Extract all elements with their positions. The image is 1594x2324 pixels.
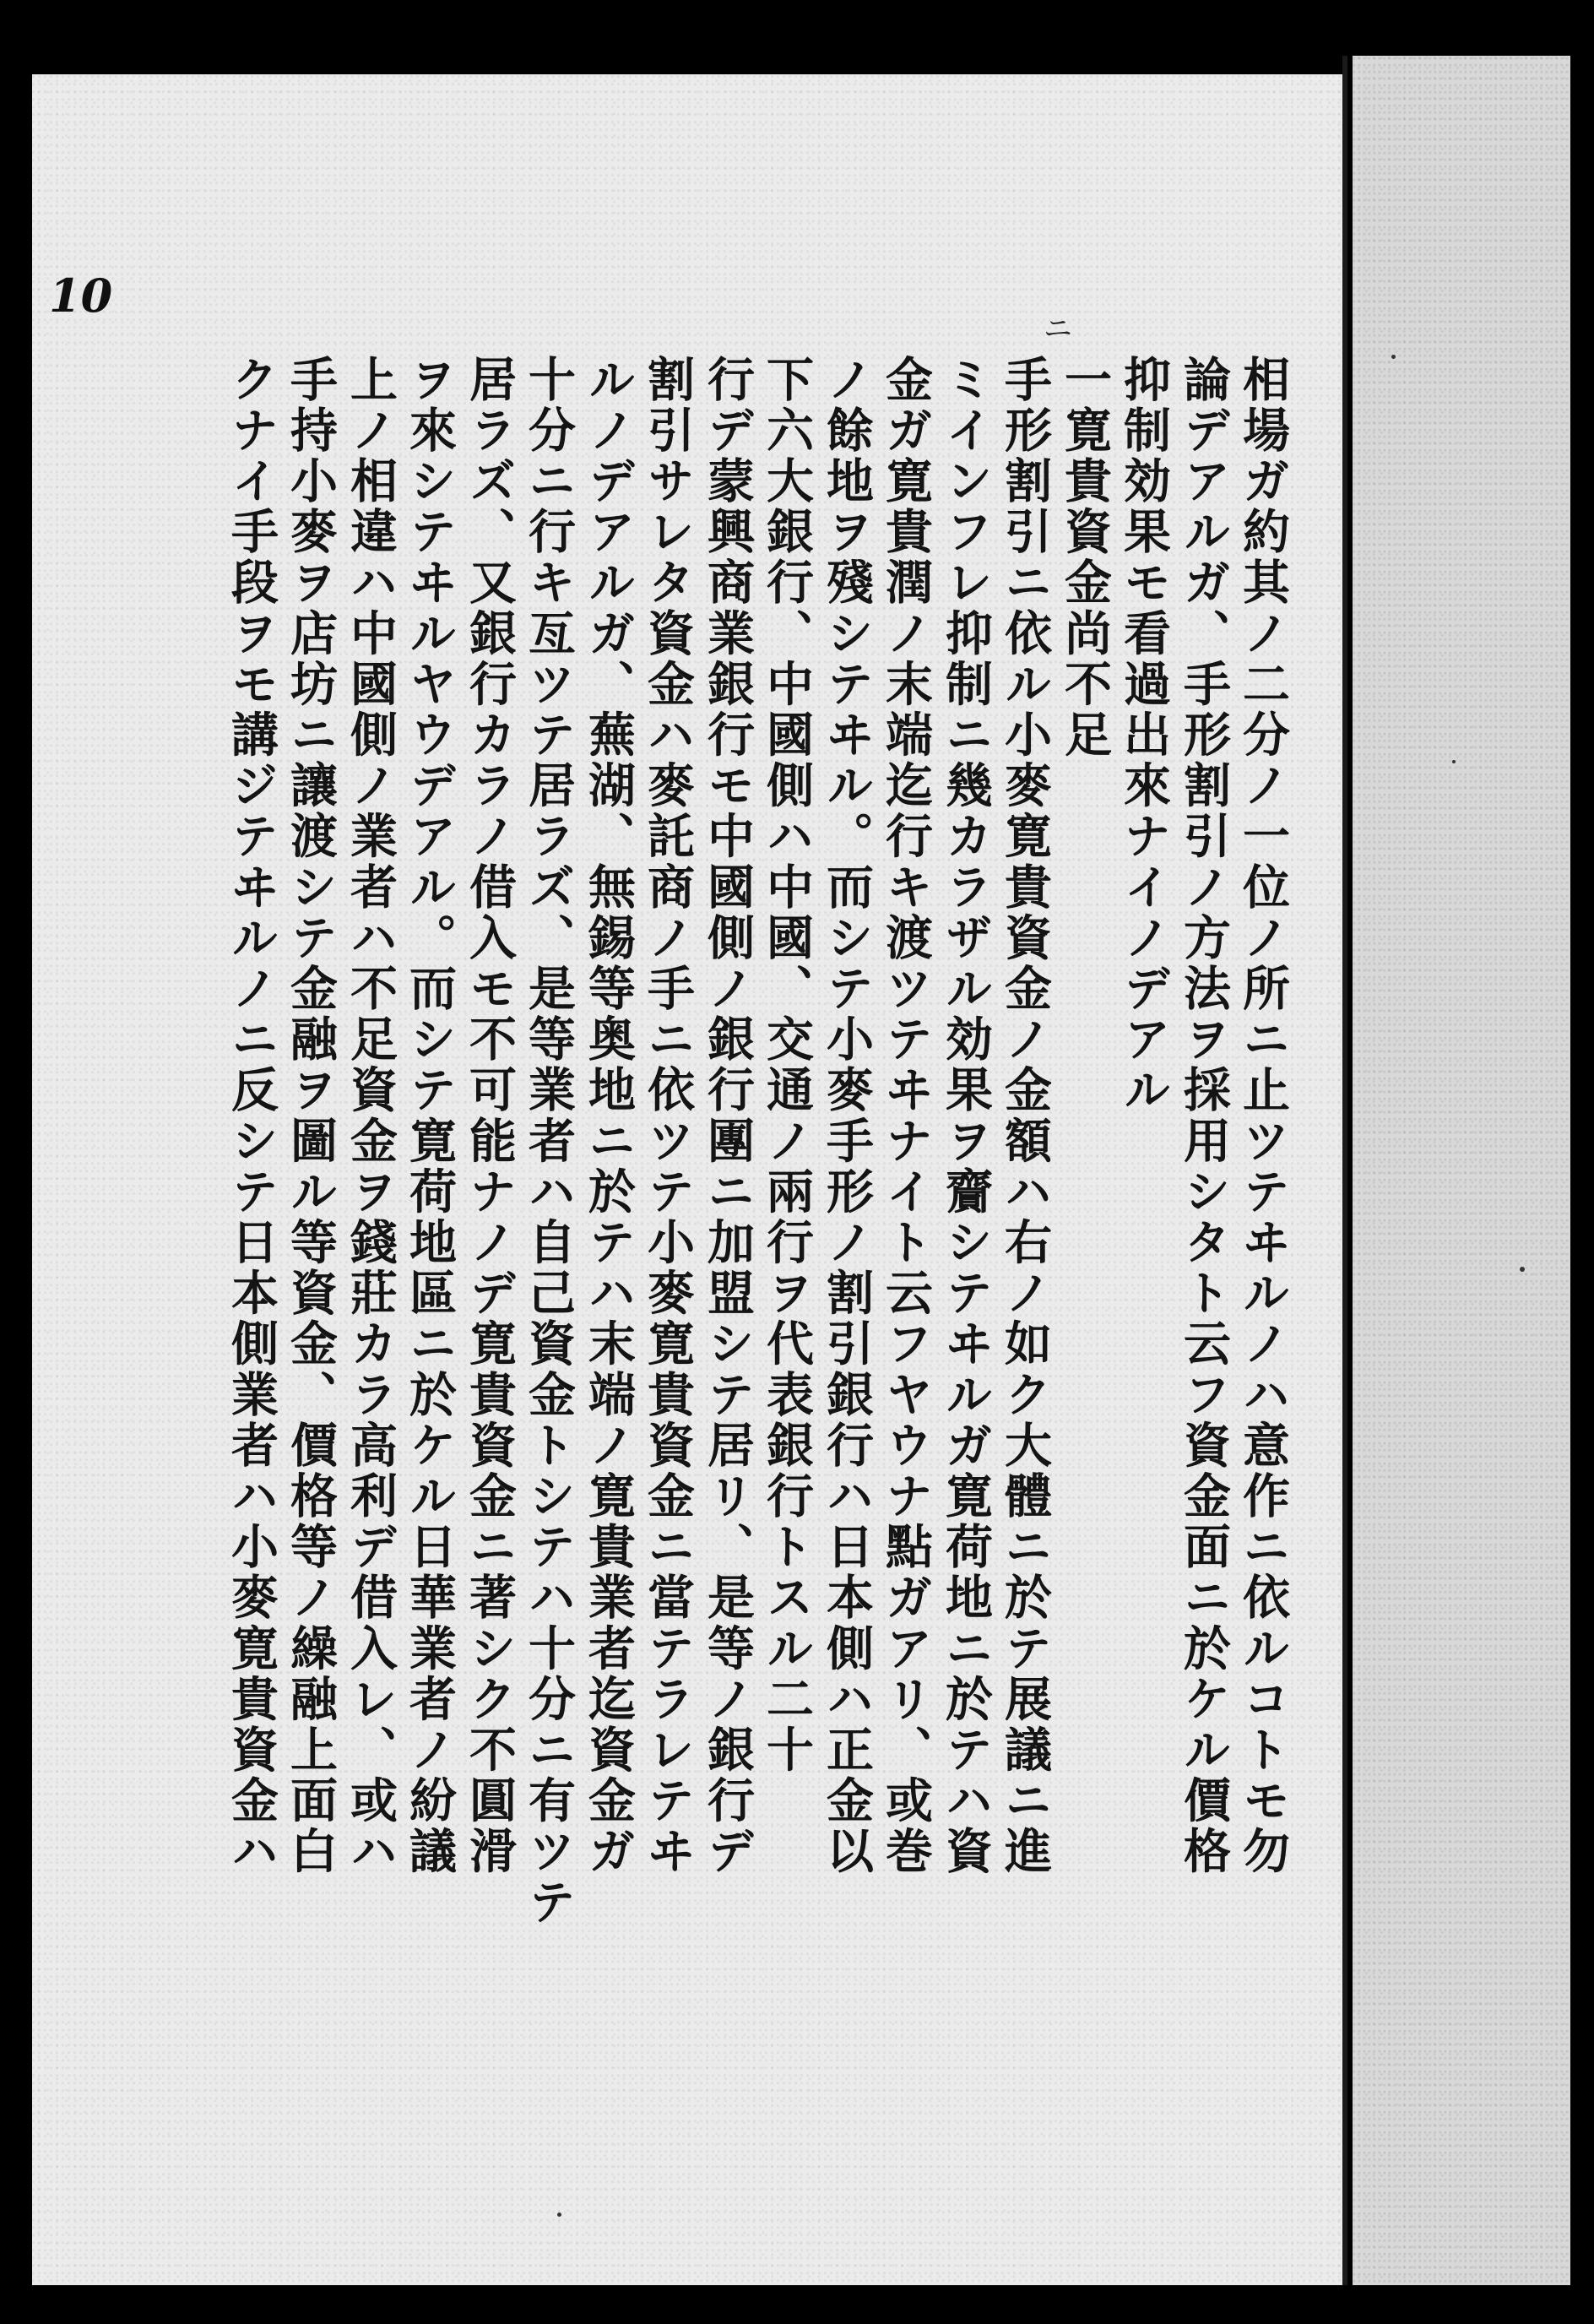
- text-column: ヲ來シテヰルヤウデアル。而シテ寛荷地區ニ於ケル日華業者ノ紛議: [402, 355, 458, 1877]
- scan-speck: [1452, 760, 1456, 763]
- adjacent-page-fragment: [1353, 56, 1570, 2285]
- page-number: 10: [49, 269, 113, 323]
- page-edge: [1342, 56, 1347, 2285]
- scan-speck: [1391, 355, 1396, 359]
- text-column: ノ餘地ヲ殘シテヰル。而シテ小麥手形ノ割引銀行ハ日本側ハ正金以: [819, 355, 875, 1877]
- text-column: クナイ手段ヲモ講ジテヰルノニ反シテ日本側業者ハ小麥寛貴資金ハ: [224, 355, 279, 1877]
- text-column: 抑制効果モ看過出來ナイノデアル: [1116, 355, 1172, 1116]
- scan-speck: [557, 2213, 561, 2217]
- text-column: 金ガ寛貴潤ノ末端迄行キ渡ツテヰナイト云フヤウナ點ガアリ、或巻: [878, 355, 934, 1877]
- text-column: ミインフレ抑制ニ幾カラザル効果ヲ齎シテヰルガ寛荷地ニ於テハ資: [938, 355, 994, 1877]
- text-column: 十分ニ行キ亙ツテ居ラズ、是等業者ハ自己資金トシテハ十分ニ有ツテ: [521, 355, 577, 1929]
- text-column: 下六大銀行、中國側ハ中國、交通ノ兩行ヲ代表銀行トスル二十: [759, 355, 815, 1776]
- text-column: 居ラズ、又銀行カラノ借入モ不可能ナノデ寛貴資金ニ著シク不圓滑: [462, 355, 518, 1877]
- text-column: 割引サレタ資金ハ麥託商ノ手ニ依ツテ小麥寛貴資金ニ當テラレテヰ: [640, 355, 696, 1877]
- text-column: 論デアルガ、手形割引ノ方法ヲ採用シタト云フ資金面ニ於ケル價格: [1176, 355, 1232, 1877]
- text-column: 手持小麥ヲ店坊ニ讓渡シテ金融ヲ圖ル等資金、價格等ノ繰融上面白: [283, 355, 339, 1877]
- text-column: 上ノ相違ハ中國側ノ業者ハ不足資金ヲ錢莊カラ高利デ借入レ、或ハ: [343, 355, 398, 1877]
- text-column: 一寛貴資金尚不足: [1057, 355, 1113, 761]
- scan-speck: [1520, 1267, 1525, 1272]
- text-column: 行デ蒙興商業銀行モ中國側ノ銀行團ニ加盟シテ居リ、是等ノ銀行デ: [700, 355, 756, 1877]
- text-column: 相場ガ約其ノ二分ノ一位ノ所ニ止ツテヰルノハ意作ニ依ルコトモ勿: [1235, 355, 1291, 1877]
- text-column: 手形割引ニ依ル小麥寛貴資金ノ金額ハ右ノ如ク大體ニ於テ展議ニ進: [997, 355, 1053, 1877]
- margin-mark: ニ: [1044, 312, 1072, 346]
- text-column: ルノデアルガ、蕪湖、無錫等奥地ニ於テハ末端ノ寛貴業者迄資金ガ: [581, 355, 637, 1877]
